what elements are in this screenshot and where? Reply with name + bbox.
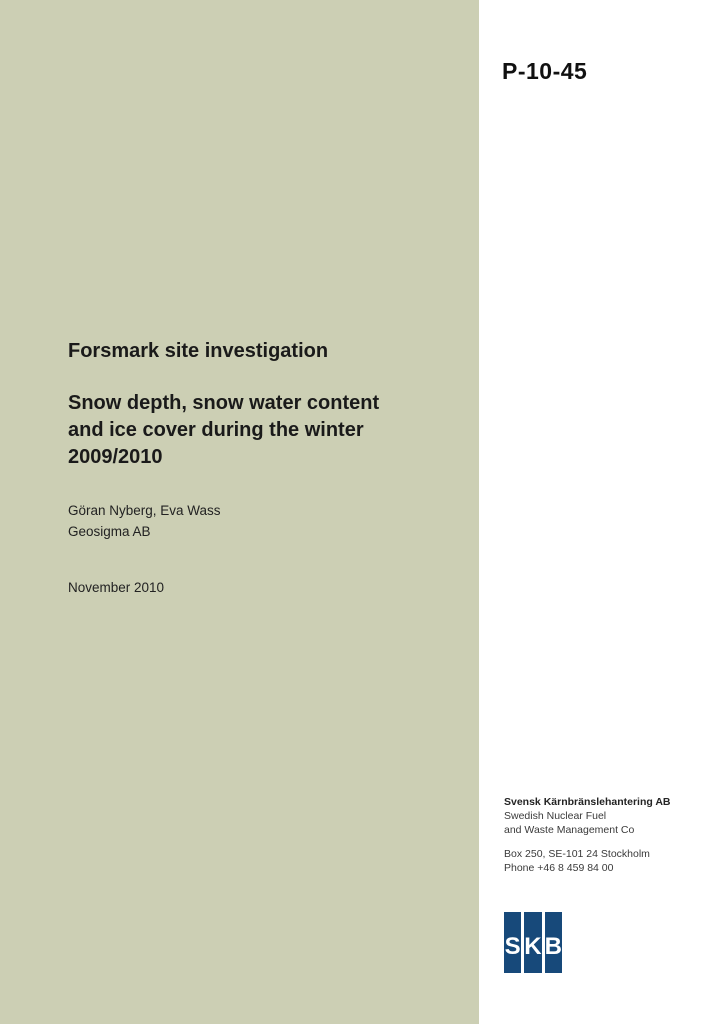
report-title-line-3: 2009/2010 <box>68 446 163 468</box>
publisher-company-en-line-1: Swedish Nuclear Fuel <box>504 810 607 822</box>
publication-date: November 2010 <box>68 580 165 595</box>
publisher-company-en-line-2: and Waste Management Co <box>504 824 635 836</box>
skb-logo-letter-k: K <box>524 933 542 960</box>
report-title <box>68 390 379 471</box>
publisher-phone: Phone +46 8 459 84 00 <box>504 862 614 874</box>
skb-logo <box>504 912 562 973</box>
skb-logo-bar <box>504 912 521 973</box>
skb-logo-letter-b: B <box>544 933 562 960</box>
report-title-line-2: and ice cover during the winter <box>68 419 364 441</box>
authors: Göran Nyberg, Eva Wass <box>68 503 221 518</box>
publisher-block <box>504 795 671 875</box>
publisher-address: Box 250, SE-101 24 Stockholm <box>504 848 650 860</box>
report-number: P-10-45 <box>502 58 588 84</box>
series-title: Forsmark site investigation <box>68 340 329 362</box>
affiliation: Geosigma AB <box>68 524 151 539</box>
skb-logo-letter-s: S <box>504 933 521 960</box>
report-title-line-1: Snow depth, snow water content <box>68 392 380 414</box>
skb-logo-bar <box>545 912 562 973</box>
skb-logo-bar <box>524 912 541 973</box>
publisher-company-name: Svensk Kärnbränslehantering AB <box>504 796 671 808</box>
